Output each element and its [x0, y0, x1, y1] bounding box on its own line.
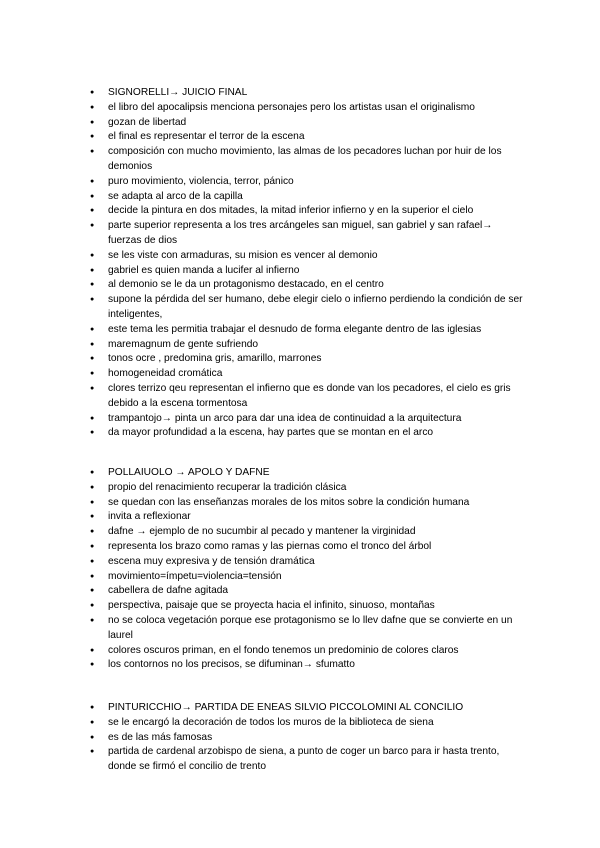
bullet-item: ● se le encargó la decoración de todos los muros de la biblioteca de siena	[90, 716, 526, 731]
bullet-item: ● dafne → ejemplo de no sucumbir al pecado y mantener la virginidad	[90, 525, 526, 540]
bullet-item: ● parte superior representa a los tres arcángeles san miguel, san gabriel y san rafael→ fuerzas de dios	[90, 219, 526, 249]
bullet-item: ● perspectiva, paisaje que se proyecta hacia el infinito, sinuoso, montañas	[90, 599, 526, 614]
bullet-item: ● representa los brazo como ramas y las piernas como el tronco del árbol	[90, 540, 526, 555]
bullet-item: ● el libro del apocalipsis menciona personajes pero los artistas usan el originalismo	[90, 101, 526, 116]
bullet-item: ● propio del renacimiento recuperar la tradición clásica	[90, 481, 526, 496]
bullet-item: ● supone la pérdida del ser humano, debe elegir cielo o infierno perdiendo la condición de ser inteligentes,	[90, 293, 526, 323]
signorelli-section	[90, 86, 526, 441]
bullet-item: ● no se coloca vegetación porque ese protagonismo se lo llev dafne que se convierte en un laurel	[90, 614, 526, 644]
bullet-item: ● se quedan con las enseñanzas morales de los mitos sobre la condición humana	[90, 496, 526, 511]
bullet-item: ● el final es representar el terror de la escena	[90, 130, 526, 145]
bullet-item: ● se adapta al arco de la capilla	[90, 190, 526, 205]
pollaiuolo-section	[90, 466, 526, 673]
bullet-item: ● cabellera de dafne agitada	[90, 584, 526, 599]
bullet-item: ● partida de cardenal arzobispo de siena, a punto de coger un barco para ir hasta trento, donde se firmó el concilio de trento	[90, 745, 526, 775]
bullet-item: ● los contornos no los precisos, se difuminan→ sfumatto	[90, 658, 526, 673]
bullet-item: ● invita a reflexionar	[90, 510, 526, 525]
bullet-item: ● este tema les permitia trabajar el desnudo de forma elegante dentro de las iglesias	[90, 323, 526, 338]
bullet-item: ● colores oscuros priman, en el fondo tenemos un predominio de colores claros	[90, 644, 526, 659]
bullet-item: ● clores terrizo qeu representan el infierno que es donde van los pecadores, el cielo es gris debido a la escena tormentosa	[90, 382, 526, 412]
bullet-item: ● movimiento=ímpetu=violencia=tensión	[90, 570, 526, 585]
bullet-item: ● puro movimiento, violencia, terror, pánico	[90, 175, 526, 190]
section-heading: ● PINTURICCHIO→ PARTIDA DE ENEAS SILVIO PICCOLOMINI AL CONCILIO	[90, 701, 526, 716]
bullet-item: ● decide la pintura en dos mitades, la mitad inferior infierno y en la superior el cielo	[90, 204, 526, 219]
bullet-item: ● da mayor profundidad a la escena, hay partes que se montan en el arco	[90, 426, 526, 441]
bullet-item: ● tonos ocre , predomina gris, amarillo, marrones	[90, 352, 526, 367]
bullet-item: ● escena muy expresiva y de tensión dramática	[90, 555, 526, 570]
bullet-item: ● trampantojo→ pinta un arco para dar una idea de continuidad a la arquitectura	[90, 412, 526, 427]
bullet-item: ● gabriel es quien manda a lucifer al infierno	[90, 264, 526, 279]
bullet-item: ● composición con mucho movimiento, las almas de los pecadores luchan por huir de los demonios	[90, 145, 526, 175]
bullet-item: ● homogeneidad cromática	[90, 367, 526, 382]
bullet-item: ● gozan de libertad	[90, 116, 526, 131]
bullet-item: ● es de las más famosas	[90, 731, 526, 746]
section-heading: ● POLLAIUOLO → APOLO Y DAFNE	[90, 466, 526, 481]
bullet-item: ● al demonio se le da un protagonismo destacado, en el centro	[90, 278, 526, 293]
bullet-item: ● se les viste con armaduras, su mision es vencer al demonio	[90, 249, 526, 264]
section-heading: ● SIGNORELLI→ JUICIO FINAL	[90, 86, 526, 101]
bullet-item: ● maremagnum de gente sufriendo	[90, 338, 526, 353]
pinturicchio-section	[90, 701, 526, 775]
